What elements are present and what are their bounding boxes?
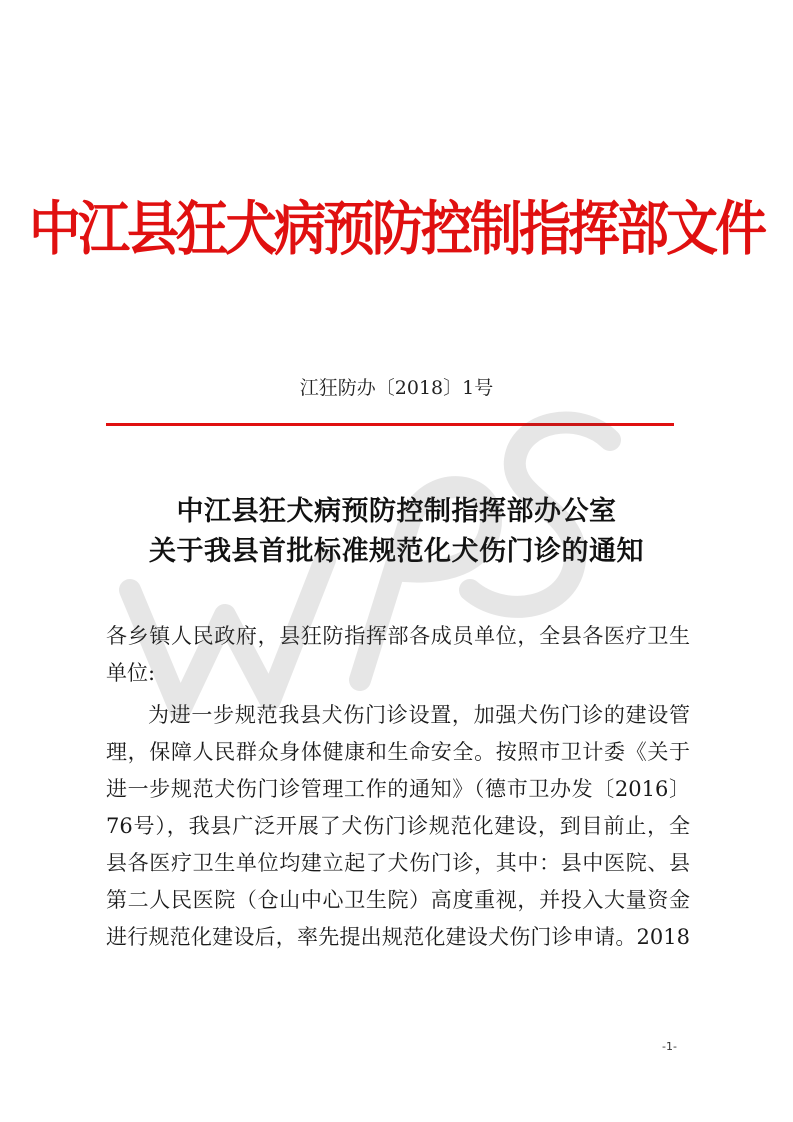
document-masthead: 中江县狂犬病预防控制指挥部文件 — [28, 195, 764, 264]
body-line-4: 76号），我县广泛开展了犬伤门诊规范化建设，到目前止，全 — [106, 814, 690, 838]
body-line-1: 为进一步规范我县犬伤门诊设置，加强犬伤门诊的建设管 — [148, 703, 690, 727]
document-number: 江狂防办〔2018〕1号 — [299, 377, 494, 399]
body-line-6: 第二人民医院（仓山中心卫生院）高度重视，并投入大量资金 — [106, 888, 690, 912]
salutation-line-2: 单位: — [106, 661, 156, 685]
page-number: -1- — [662, 1040, 677, 1053]
body-line-2: 理，保障人民群众身体健康和生命安全。按照市卫计委《关于 — [106, 740, 690, 764]
body-line-3: 进一步规范犬伤门诊管理工作的通知》（德市卫办发〔2016〕 — [106, 777, 690, 801]
notice-title-line-1: 中江县狂犬病预防控制指挥部办公室 — [176, 496, 617, 527]
body-line-7: 进行规范化建设后，率先提出规范化建设犬伤门诊申请。2018 — [106, 925, 690, 949]
salutation-line-1: 各乡镇人民政府，县狂防指挥部各成员单位，全县各医疗卫生 — [106, 624, 690, 648]
notice-title-line-2: 关于我县首批标准规范化犬伤门诊的通知 — [149, 536, 644, 567]
red-divider-line — [106, 423, 674, 426]
body-line-5: 县各医疗卫生单位均建立起了犬伤门诊，其中：县中医院、县 — [106, 851, 690, 875]
